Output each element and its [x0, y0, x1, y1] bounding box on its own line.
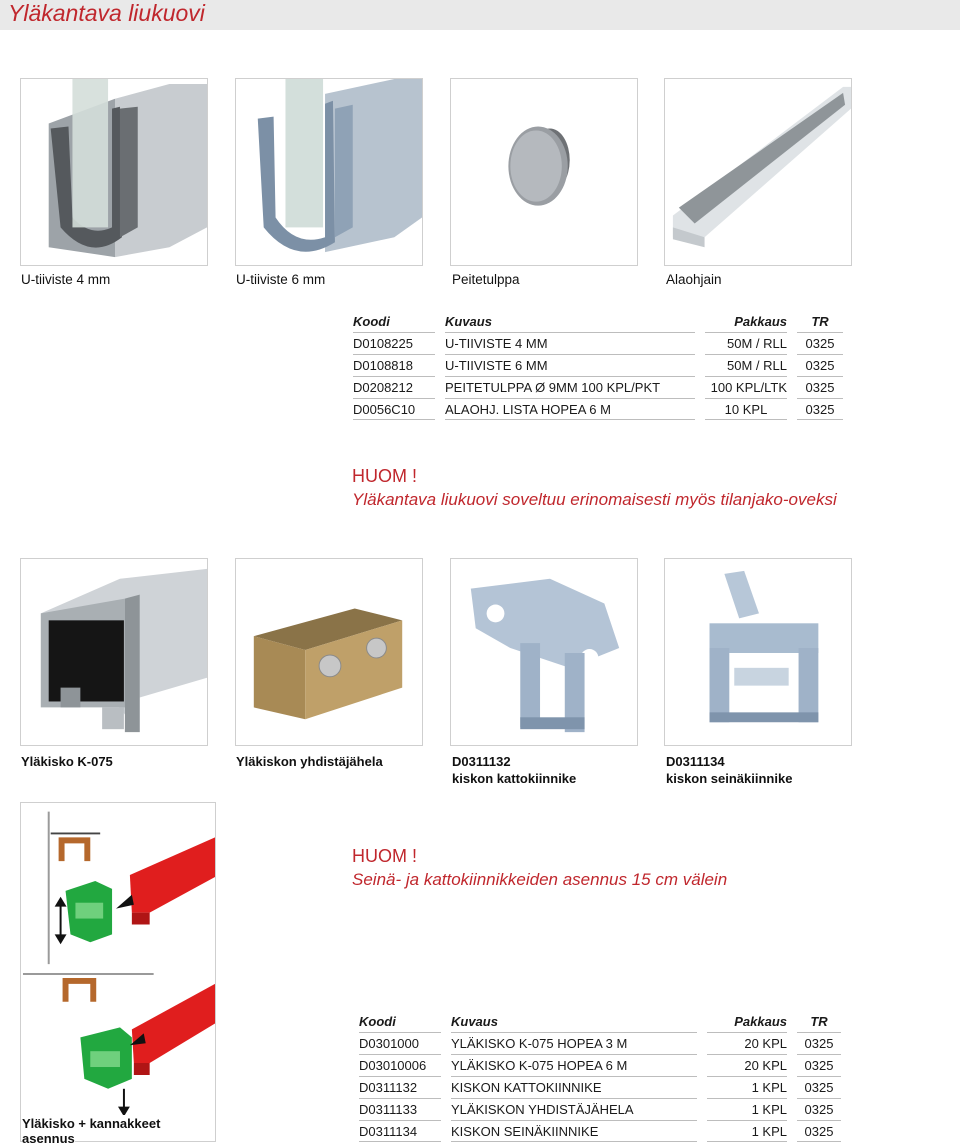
title-bar: [0, 0, 960, 30]
cell-description: YLÄKISKON YHDISTÄJÄHELA: [451, 1098, 697, 1120]
cell-tr: 0325: [797, 398, 843, 420]
header-tr: TR: [810, 1014, 828, 1029]
assembly-caption-line2: asennus: [22, 1131, 75, 1146]
table-row: [359, 1098, 841, 1120]
cell-description: U-TIIVISTE 4 MM: [445, 332, 695, 354]
table-header-row: [359, 1012, 841, 1032]
caption-rail-connector: Yläkiskon yhdistäjähela: [236, 754, 383, 769]
table-row: [353, 376, 843, 398]
cell-code: D0311133: [359, 1098, 441, 1120]
cell-code: D0311132: [359, 1076, 441, 1098]
cell-package: 1 KPL: [707, 1076, 787, 1098]
page-title: Yläkantava liukuovi: [8, 0, 205, 26]
note-2-heading: HUOM !: [352, 846, 417, 866]
header-code: Koodi: [359, 1014, 396, 1029]
cell-package: 50M / RLL: [705, 354, 787, 376]
header-tr: TR: [811, 314, 829, 329]
caption-wall-bracket-code: D0311134: [666, 754, 725, 769]
caption-wall-bracket-name: kiskon seinäkiinnike: [666, 771, 793, 786]
caption-ceiling-bracket-code: D0311132: [452, 754, 511, 769]
table-header-row: [353, 312, 843, 332]
cell-tr: 0325: [797, 1076, 841, 1098]
caption-u-seal-6mm: U-tiiviste 6 mm: [236, 272, 326, 287]
caption-top-rail: Yläkisko K-075: [21, 754, 113, 769]
table-row: [353, 332, 843, 354]
header-code: Koodi: [353, 314, 390, 329]
cell-code: D0311134: [359, 1120, 441, 1142]
cell-code: D0301000: [359, 1032, 441, 1054]
cell-code: D0208212: [353, 376, 435, 398]
cell-package: 50M / RLL: [705, 332, 787, 354]
cell-description: KISKON KATTOKIINNIKE: [451, 1076, 697, 1098]
cell-package: 20 KPL: [707, 1032, 787, 1054]
note-2-text: Seinä- ja kattokiinnikkeiden asennus 15 cm välein: [352, 870, 728, 889]
product-image-u-seal-6mm: [235, 78, 423, 266]
assembly-diagram: [20, 802, 216, 1142]
cell-tr: 0325: [797, 1032, 841, 1054]
cell-package: 100 KPL/LTK: [705, 376, 787, 398]
cell-description: ALAOHJ. LISTA HOPEA 6 M: [445, 398, 695, 420]
note-1: [352, 466, 912, 510]
cell-description: YLÄKISKO K-075 HOPEA 6 M: [451, 1054, 697, 1076]
product-image-ceiling-bracket: [450, 558, 638, 746]
note-2: [352, 846, 912, 890]
note-1-text: Yläkantava liukuovi soveltuu erinomaisesti myös tilanjako-oveksi: [352, 490, 837, 509]
caption-ceiling-bracket-name: kiskon kattokiinnike: [452, 771, 577, 786]
product-image-cover-plug: [450, 78, 638, 266]
table-row: [359, 1076, 841, 1098]
table-row: [353, 354, 843, 376]
cell-tr: 0325: [797, 376, 843, 398]
table-row: [359, 1032, 841, 1054]
table-row: [359, 1120, 841, 1142]
cell-code: D0108818: [353, 354, 435, 376]
table-row: [353, 398, 843, 420]
product-image-wall-bracket: [664, 558, 852, 746]
cell-description: PEITETULPPA Ø 9MM 100 KPL/PKT: [445, 376, 695, 398]
table-row: [359, 1054, 841, 1076]
cell-tr: 0325: [797, 354, 843, 376]
caption-bottom-guide: Alaohjain: [666, 272, 722, 287]
caption-cover-plug: Peitetulppa: [452, 272, 520, 287]
header-description: Kuvaus: [451, 1014, 498, 1029]
cell-tr: 0325: [797, 1120, 841, 1142]
product-image-rail-connector: [235, 558, 423, 746]
product-image-top-rail: [20, 558, 208, 746]
caption-u-seal-4mm: U-tiiviste 4 mm: [21, 272, 111, 287]
cell-code: D0056C10: [353, 398, 435, 420]
header-package: Pakkaus: [734, 1014, 787, 1029]
cell-tr: 0325: [797, 1054, 841, 1076]
cell-code: D03010006: [359, 1054, 441, 1076]
assembly-caption-line1: Yläkisko + kannakkeet: [22, 1116, 161, 1131]
cell-package: 10 KPL: [705, 398, 787, 420]
product-image-u-seal-4mm: [20, 78, 208, 266]
cell-code: D0108225: [353, 332, 435, 354]
cell-description: YLÄKISKO K-075 HOPEA 3 M: [451, 1032, 697, 1054]
product-image-bottom-guide: [664, 78, 852, 266]
cell-description: KISKON SEINÄKIINNIKE: [451, 1120, 697, 1142]
product-table-2: [359, 1012, 841, 1142]
cell-tr: 0325: [797, 1098, 841, 1120]
header-package: Pakkaus: [734, 314, 787, 329]
cell-package: 1 KPL: [707, 1120, 787, 1142]
product-table-1: [353, 312, 843, 420]
cell-package: 1 KPL: [707, 1098, 787, 1120]
cell-description: U-TIIVISTE 6 MM: [445, 354, 695, 376]
header-description: Kuvaus: [445, 314, 492, 329]
cell-tr: 0325: [797, 332, 843, 354]
cell-package: 20 KPL: [707, 1054, 787, 1076]
note-1-heading: HUOM !: [352, 466, 417, 486]
